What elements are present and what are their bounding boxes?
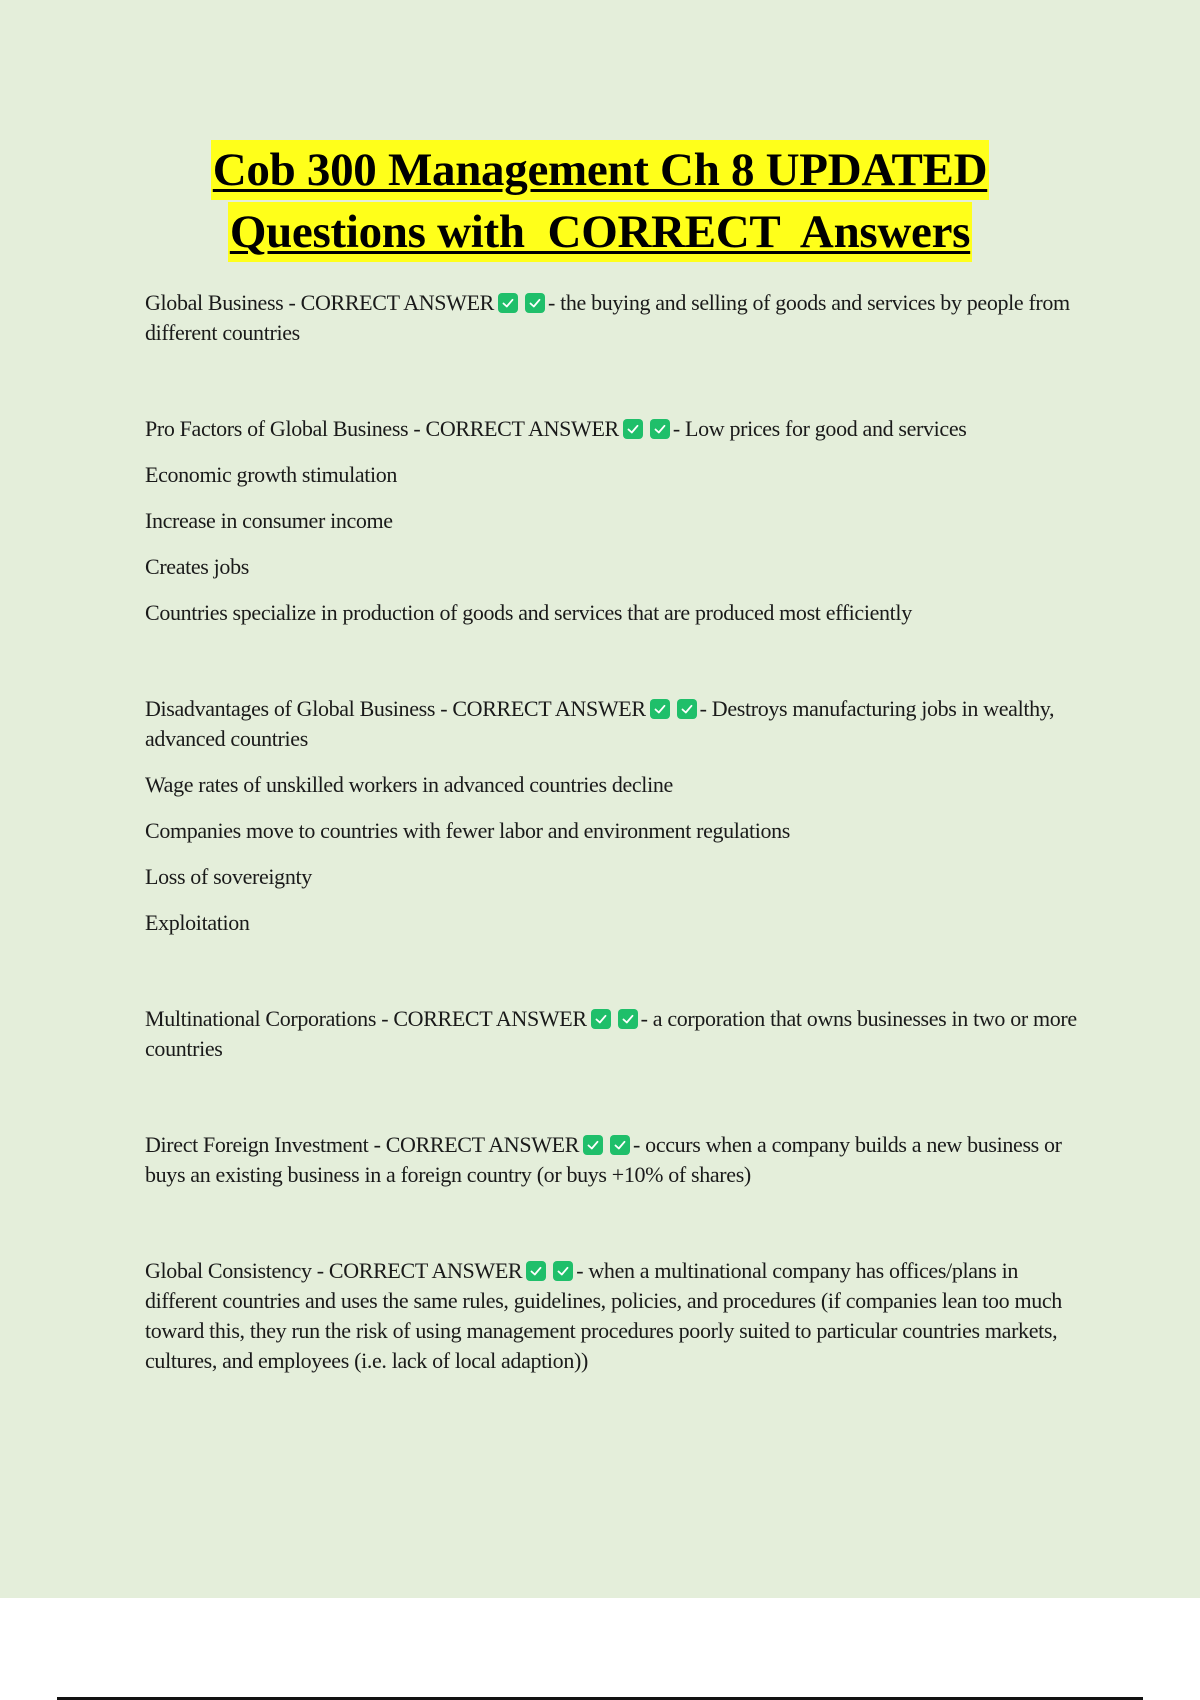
sub-item: Countries specialize in production of goods and services that are produced most efficiently xyxy=(145,600,912,625)
title-line-1: Cob 300 Management Ch 8 UPDATED xyxy=(211,140,989,200)
qa-entry xyxy=(145,414,1095,628)
term: Multinational Corporations xyxy=(145,1006,377,1031)
term: Pro Factors of Global Business xyxy=(145,416,409,441)
term: Global Business xyxy=(145,290,284,315)
definition: - Low prices for good and services xyxy=(672,416,967,441)
qa-question xyxy=(145,288,1095,348)
qa-question xyxy=(145,414,1095,444)
sub-item: Economic growth stimulation xyxy=(145,462,398,487)
check-box-icon xyxy=(583,1135,603,1155)
answer-marker: - CORRECT ANSWER xyxy=(316,1258,523,1283)
qa-entry xyxy=(145,288,1095,348)
check-box-icon xyxy=(618,1009,638,1029)
check-box-icon xyxy=(623,419,643,439)
definition: - a corporation that owns businesses in two or more countries xyxy=(145,1006,1077,1061)
check-box-icon xyxy=(610,1135,630,1155)
answer-marker: - CORRECT ANSWER xyxy=(373,1132,580,1157)
check-box-icon xyxy=(650,699,670,719)
answer-marker: - CORRECT ANSWER xyxy=(440,696,646,721)
sub-item: Wage rates of unskilled workers in advanced countries decline xyxy=(145,772,673,797)
definition: - when a multinational company has offices/plans in different countries and uses the same rules, guidelines, policies, and procedures (if companies lean too much toward this, they run the risk of using management procedures poorly suited to particular countries markets, cultures, and employees (i.e. lack of local adaption)) xyxy=(145,1258,1062,1373)
sub-item: Creates jobs xyxy=(145,554,249,579)
qa-question xyxy=(145,1130,1095,1190)
term: Direct Foreign Investment xyxy=(145,1132,369,1157)
qa-question xyxy=(145,694,1095,754)
answer-marker: - CORRECT ANSWER xyxy=(413,416,619,441)
definition: - the buying and selling of goods and services by people from different countries xyxy=(145,290,1070,345)
answer-marker: - CORRECT ANSWER xyxy=(288,290,494,315)
sub-item: Exploitation xyxy=(145,910,250,935)
qa-entry xyxy=(145,1004,1095,1064)
check-box-icon xyxy=(553,1261,573,1281)
qa-question xyxy=(145,1004,1095,1064)
sub-item: Increase in consumer income xyxy=(145,508,393,533)
answer-marker: - CORRECT ANSWER xyxy=(381,1006,587,1031)
qa-entry xyxy=(145,694,1095,938)
definition: - Destroys manufacturing jobs in wealthy, advanced countries xyxy=(145,696,1055,751)
check-box-icon xyxy=(591,1009,611,1029)
term: Disadvantages of Global Business xyxy=(145,696,436,721)
check-box-icon xyxy=(525,293,545,313)
sub-item: Loss of sovereignty xyxy=(145,864,312,889)
check-box-icon xyxy=(677,699,697,719)
check-box-icon xyxy=(526,1261,546,1281)
qa-list xyxy=(145,288,1095,1376)
term: Global Consistency xyxy=(145,1258,312,1283)
definition: - occurs when a company builds a new business or buys an existing business in a foreign country (or buys +10% of shares) xyxy=(145,1132,1062,1187)
qa-entry xyxy=(145,1130,1095,1190)
check-box-icon xyxy=(650,419,670,439)
title-line-2: Questions with CORRECT Answers xyxy=(228,202,972,262)
qa-question xyxy=(145,1256,1095,1376)
sub-item: Companies move to countries with fewer labor and environment regulations xyxy=(145,818,791,843)
check-box-icon xyxy=(498,293,518,313)
qa-entry xyxy=(145,1256,1095,1376)
document-title xyxy=(0,140,1200,262)
